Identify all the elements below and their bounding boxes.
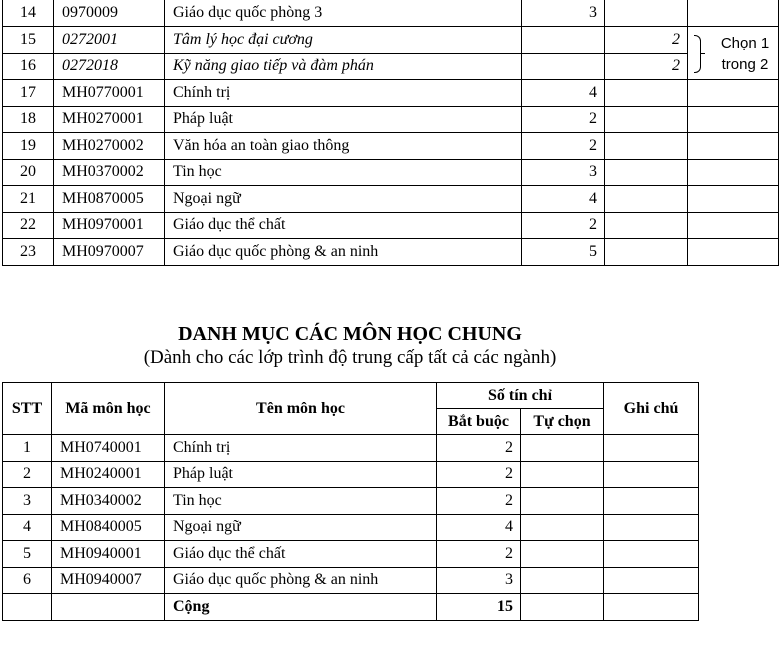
required-credits-cell: 2	[437, 435, 521, 462]
name-cell: Ngoại ngữ	[165, 514, 437, 541]
code-cell: MH0970001	[54, 212, 165, 239]
stt-cell: 4	[3, 514, 52, 541]
name-cell: Văn hóa an toàn giao thông	[165, 133, 522, 160]
stt-cell: 19	[3, 133, 54, 160]
note-cell	[604, 567, 699, 594]
total-value: 15	[437, 594, 521, 621]
header-row	[3, 383, 699, 409]
note-cell	[688, 239, 779, 266]
table-row	[3, 0, 779, 27]
required-credits-cell: 2	[522, 212, 605, 239]
required-credits-cell: 5	[522, 239, 605, 266]
code-cell: MH0840005	[52, 514, 165, 541]
code-cell: 0272001	[54, 27, 165, 54]
name-cell: Giáo dục thể chất	[165, 541, 437, 568]
stt-cell: 21	[3, 186, 54, 213]
name-cell: Tâm lý học đại cương	[165, 27, 522, 54]
code-cell: MH0940007	[52, 567, 165, 594]
total-label: Cộng	[165, 594, 437, 621]
code-cell: MH0970007	[54, 239, 165, 266]
table-row	[3, 567, 699, 594]
required-credits-cell: 4	[437, 514, 521, 541]
required-credits-cell: 4	[522, 80, 605, 107]
required-credits-cell	[522, 53, 605, 80]
elective-credits-cell	[521, 488, 604, 515]
elective-credits-cell	[605, 106, 688, 133]
name-cell: Giáo dục quốc phòng 3	[165, 0, 522, 27]
elective-credits-cell: 2	[605, 27, 688, 54]
header-name: Tên môn học	[165, 383, 437, 435]
stt-cell: 1	[3, 435, 52, 462]
note-cell	[688, 159, 779, 186]
required-credits-cell: 2	[437, 488, 521, 515]
stt-cell: 17	[3, 80, 54, 107]
total-row	[3, 594, 699, 621]
note-cell	[688, 212, 779, 239]
elective-credits-cell	[605, 186, 688, 213]
table-row	[3, 186, 779, 213]
code-cell: MH0770001	[54, 80, 165, 107]
required-credits-cell: 2	[522, 106, 605, 133]
code-cell: 0272018	[54, 53, 165, 80]
elective-credits-cell	[521, 541, 604, 568]
elective-credits-cell	[605, 212, 688, 239]
stt-cell: 14	[3, 0, 54, 27]
stt-cell: 6	[3, 567, 52, 594]
required-credits-cell: 2	[437, 541, 521, 568]
table-row	[3, 212, 779, 239]
note-cell	[604, 488, 699, 515]
required-credits-cell: 4	[522, 186, 605, 213]
code-cell: MH0270002	[54, 133, 165, 160]
elective-credits-cell	[605, 80, 688, 107]
code-cell: MH0370002	[54, 159, 165, 186]
section-subtitle: (Dành cho các lớp trình độ trung cấp tất cả các ngành)	[143, 347, 557, 368]
table-row	[3, 514, 699, 541]
name-cell: Giáo dục thể chất	[165, 212, 522, 239]
note-cell	[604, 594, 699, 621]
elective-credits-cell	[521, 514, 604, 541]
table-row	[3, 106, 779, 133]
section-title: DANH MỤC CÁC MÔN HỌC CHUNG	[178, 323, 522, 345]
code-cell: MH0870005	[54, 186, 165, 213]
note-cell	[688, 0, 779, 27]
code-cell: 0970009	[54, 0, 165, 27]
elective-credits-cell	[605, 239, 688, 266]
required-credits-cell: 3	[522, 0, 605, 27]
table-row	[3, 488, 699, 515]
table-row	[3, 435, 699, 462]
name-cell: Ngoại ngữ	[165, 186, 522, 213]
table-row	[3, 239, 779, 266]
stt-cell: 18	[3, 106, 54, 133]
name-cell: Giáo dục quốc phòng & an ninh	[165, 239, 522, 266]
note-cell	[688, 106, 779, 133]
elective-credits-cell	[605, 0, 688, 27]
stt-cell: 20	[3, 159, 54, 186]
choice-note	[706, 33, 784, 75]
required-credits-cell: 2	[437, 461, 521, 488]
required-credits-cell: 3	[437, 567, 521, 594]
choice-note-line2: trong 2	[721, 56, 769, 73]
common-courses-table	[2, 382, 699, 621]
stt-cell: 23	[3, 239, 54, 266]
code-cell: MH0340002	[52, 488, 165, 515]
header-credits: Số tín chỉ	[437, 383, 604, 409]
note-cell	[604, 541, 699, 568]
stt-cell: 5	[3, 541, 52, 568]
name-cell: Tin học	[165, 159, 522, 186]
header-code: Mã môn học	[52, 383, 165, 435]
name-cell: Chính trị	[165, 435, 437, 462]
brace-icon	[694, 35, 701, 73]
note-cell	[688, 80, 779, 107]
elective-credits-cell	[521, 435, 604, 462]
note-cell	[604, 514, 699, 541]
top-course-table	[2, 0, 779, 266]
code-cell	[52, 594, 165, 621]
table-row	[3, 541, 699, 568]
table-row	[3, 133, 779, 160]
header-elective: Tự chọn	[521, 409, 604, 435]
header-required: Bắt buộc	[437, 409, 521, 435]
required-credits-cell	[522, 27, 605, 54]
elective-credits-cell	[521, 567, 604, 594]
note-cell	[688, 186, 779, 213]
note-cell	[688, 133, 779, 160]
elective-credits-cell	[521, 594, 604, 621]
stt-cell: 15	[3, 27, 54, 54]
stt-cell: 2	[3, 461, 52, 488]
elective-credits-cell	[605, 159, 688, 186]
note-cell	[604, 435, 699, 462]
code-cell: MH0740001	[52, 435, 165, 462]
required-credits-cell: 2	[522, 133, 605, 160]
required-credits-cell: 3	[522, 159, 605, 186]
code-cell: MH0240001	[52, 461, 165, 488]
stt-cell: 16	[3, 53, 54, 80]
name-cell: Pháp luật	[165, 106, 522, 133]
choice-note-line1: Chọn 1	[720, 35, 770, 52]
stt-cell: 3	[3, 488, 52, 515]
table-row	[3, 80, 779, 107]
table-row	[3, 27, 779, 54]
header-stt: STT	[3, 383, 52, 435]
name-cell: Pháp luật	[165, 461, 437, 488]
header-note: Ghi chú	[604, 383, 699, 435]
elective-credits-cell	[521, 461, 604, 488]
table-row	[3, 159, 779, 186]
table-row	[3, 461, 699, 488]
elective-credits-cell: 2	[605, 53, 688, 80]
note-cell	[604, 461, 699, 488]
stt-cell	[3, 594, 52, 621]
code-cell: MH0270001	[54, 106, 165, 133]
stt-cell: 22	[3, 212, 54, 239]
table-row	[3, 53, 779, 80]
name-cell: Kỹ năng giao tiếp và đàm phán	[165, 53, 522, 80]
name-cell: Tin học	[165, 488, 437, 515]
elective-credits-cell	[605, 133, 688, 160]
name-cell: Chính trị	[165, 80, 522, 107]
name-cell: Giáo dục quốc phòng & an ninh	[165, 567, 437, 594]
choice-note-cell	[688, 27, 779, 80]
code-cell: MH0940001	[52, 541, 165, 568]
